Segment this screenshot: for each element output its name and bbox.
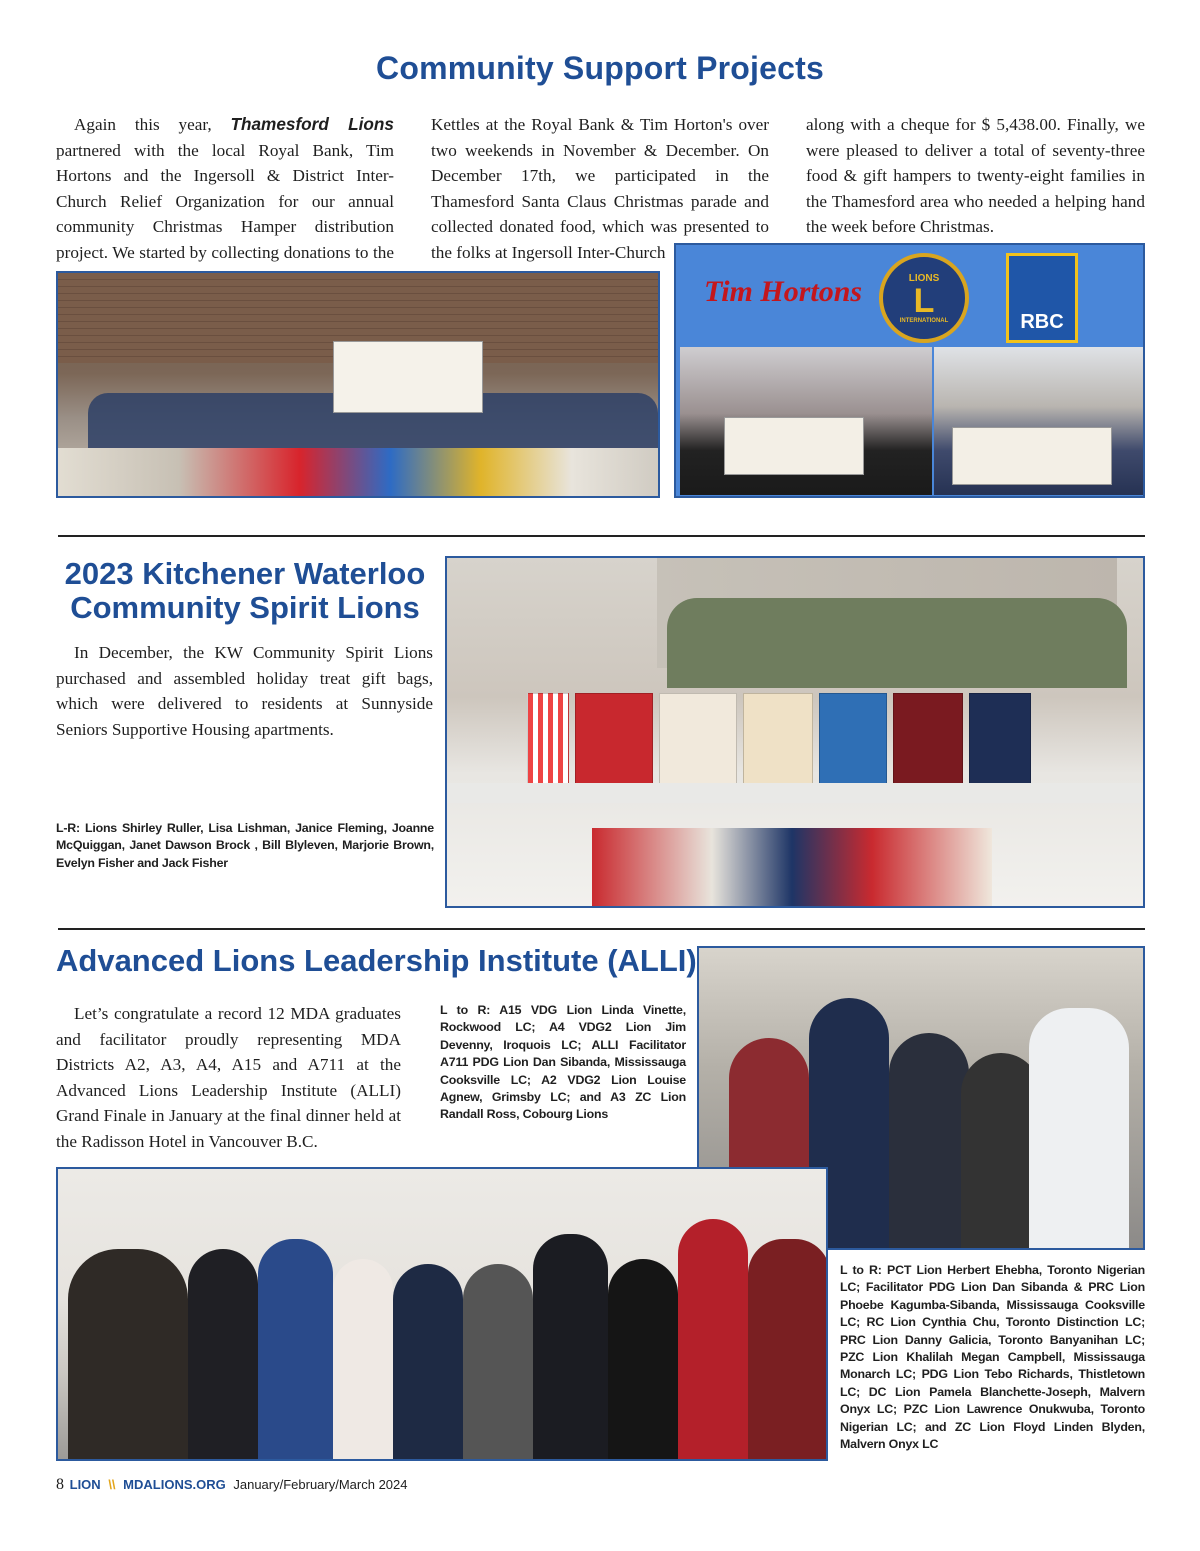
footer-separator: \\ xyxy=(108,1477,116,1492)
page-number: 8 xyxy=(56,1476,64,1493)
issue-date: January/February/March 2024 xyxy=(233,1477,408,1492)
photo-alli-graduates xyxy=(56,1167,828,1461)
section2-caption: L-R: Lions Shirley Ruller, Lisa Lishman, Janice Fleming, Joanne McQuiggan, Janet Dawson Brock , Bill Blyleven, Marjorie Brown, Evelyn Fisher and Jack Fisher xyxy=(56,821,434,870)
section3-caption-bottom: L to R: PCT Lion Herbert Ehebha, Toronto Nigerian LC; Facilitator PDG Lion Dan Sibanda & PRC Lion Phoebe Kagumba-Sibanda, Mississauga Cooksville LC; RC Lion Cynthia Chu, Toronto Distinction LC; PRC Lion Danny Galicia, Toronto Banyanihan LC; PZC Lion Khalilah Megan Campbell, Mississauga Monarch LC; PDG Lion Tebo Richards, Thistletown LC; DC Lion Pamela Blanchette-Joseph, Malvern Onyx LC; PZC Lion Lawrence Onukwuba, Toronto Nigerian LC; and ZC Lion Floyd Linden Blyden, Malvern Onyx LC xyxy=(840,1263,1145,1452)
page-footer xyxy=(56,1476,408,1494)
section2-body: In December, the KW Community Spirit Lions purchased and assembled holiday treat gift bags, which were delivered to residents at Sunnyside Seniors Supportive Housing apartments. xyxy=(56,643,433,739)
section1-column-3: along with a cheque for $ 5,438.00. Finally, we were pleased to deliver a total of seventy-three food & gift hampers to twenty-eight families in the Thamesford area who needed a helping hand the week before Christmas. xyxy=(806,115,1145,237)
photo-tim-hortons-cheque xyxy=(680,347,932,495)
col1-text-pre: Again this year, xyxy=(74,115,231,134)
photo-kw-gift-bags xyxy=(445,556,1145,908)
rbc-logo: RBC xyxy=(1006,253,1078,343)
section-divider xyxy=(58,535,1145,537)
lions-international-logo: LIONS L INTERNATIONAL xyxy=(879,253,969,343)
section3-title: Advanced Lions Leadership Institute (ALLI) xyxy=(56,943,697,978)
section-divider xyxy=(58,928,1145,930)
magazine-name: LION xyxy=(69,1477,101,1492)
photo-sponsor-collage xyxy=(674,243,1145,498)
section3-caption-top: L to R: A15 VDG Lion Linda Vinette, Rockwood LC; A4 VDG2 Lion Jim Devenny, Iroquois LC; ALLI Facilitator A711 PDG Lion Dan Sibanda, Mississauga Cooksville LC; A2 VDG2 Lion Louise Agnew, Grimsby LC; and A3 ZC Lion Randall Ross, Cobourg Lions xyxy=(440,1003,686,1122)
page-title: Community Support Projects xyxy=(376,50,824,86)
col1-text-post: partnered with the local Royal Bank, Tim Hortons and the Ingersoll & District Inter-Church Relief Organization for our annual community Christmas Hamper distribution project. We started by collecting donations to the xyxy=(56,140,394,262)
club-name: Thamesford Lions xyxy=(230,114,394,134)
section3-body: Let’s congratulate a record 12 MDA graduates and facilitator proudly representing MDA Districts A2, A3, A4, A15 and A711 at the Advanced Lions Leadership Institute (ALLI) Grand Finale in January at the final dinner held at the Radisson Hotel in Vancouver B.C. xyxy=(56,1004,401,1151)
photo-thamesford-cheque xyxy=(56,271,660,498)
section1-column-2: Kettles at the Royal Bank & Tim Horton's over two weekends in November & December. On December 17th, we participated in the Thamesford Santa Claus Christmas parade and collected donated food, which was presented to the folks at Ingersoll Inter-Church xyxy=(431,115,769,262)
section2-title: 2023 Kitchener Waterloo Community Spirit Lions xyxy=(64,556,426,625)
photo-rbc-cheque xyxy=(934,347,1143,495)
section1-column-1 xyxy=(56,112,394,291)
website-link[interactable]: MDALIONS.ORG xyxy=(123,1477,226,1492)
tim-hortons-logo: Tim Hortons xyxy=(704,275,863,308)
